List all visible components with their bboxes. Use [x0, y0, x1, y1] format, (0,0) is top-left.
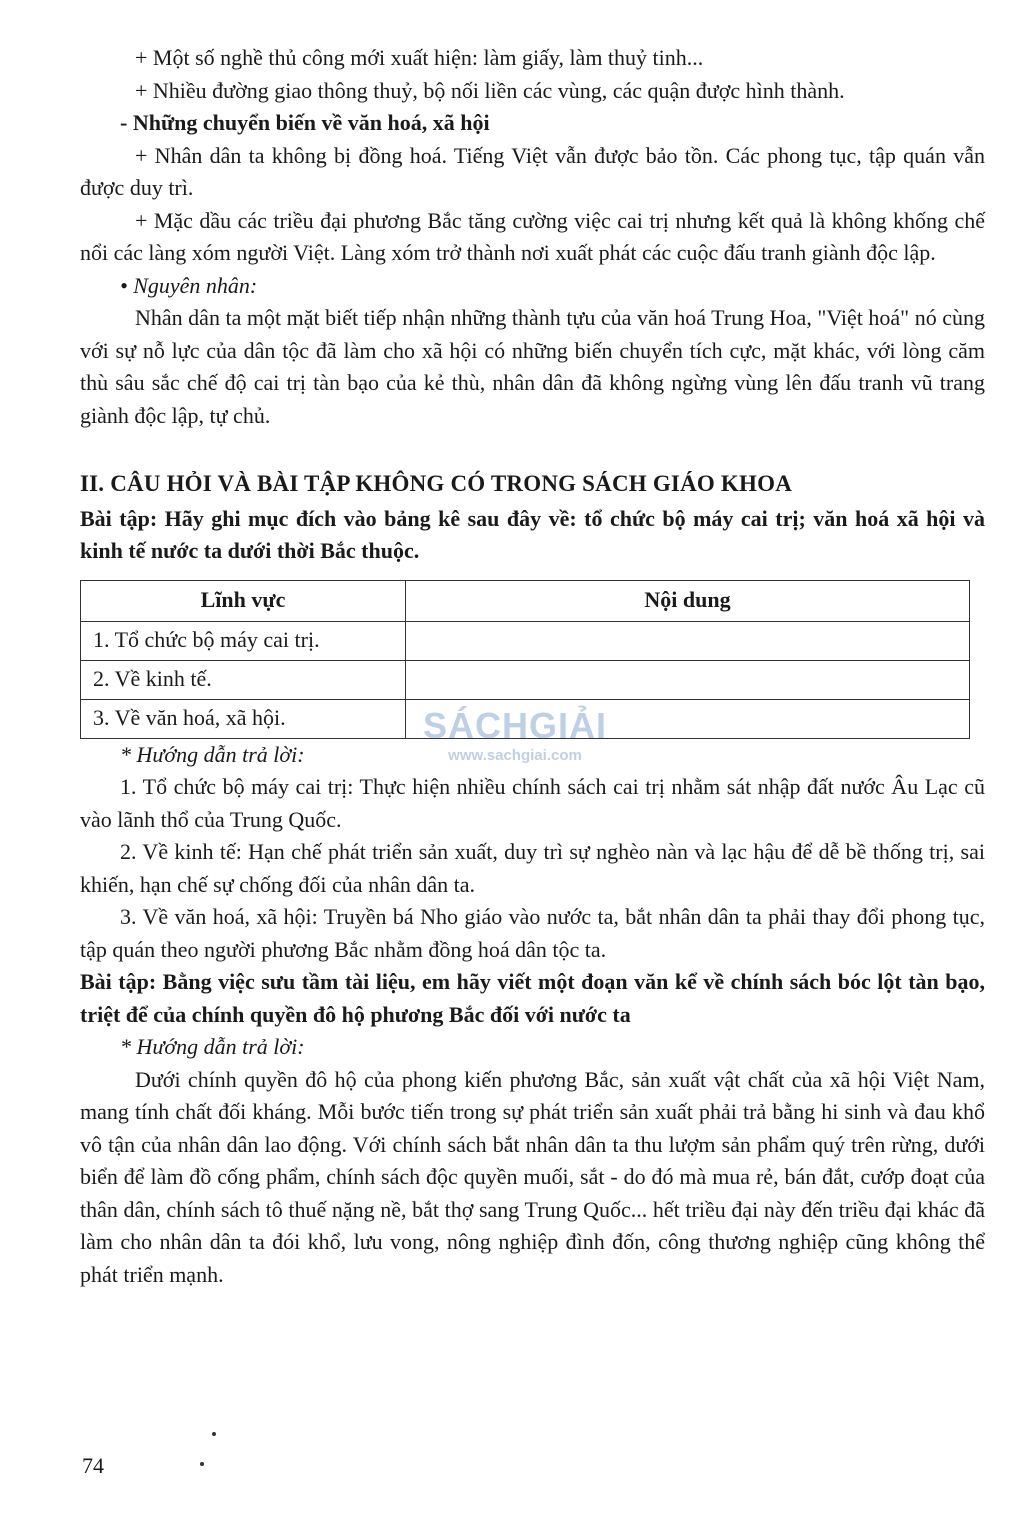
table-cell-content [406, 660, 970, 699]
watermark-url: www.sachgiai.com [448, 747, 582, 764]
table-row [81, 621, 970, 660]
table-header-field: Lĩnh vực [81, 580, 406, 621]
top-line-2: + Nhiều đường giao thông thuỷ, bộ nối liền các vùng, các quận được hình thành. [135, 77, 845, 103]
culture-paragraph-1: + Nhân dân ta không bị đồng hoá. Tiếng Việt vẫn được bảo tồn. Các phong tục, tập quán vẫn được duy trì. [80, 142, 985, 200]
answer-3: 3. Về văn hoá, xã hội: Truyền bá Nho giáo vào nước ta, bắt nhân dân ta phải thay đổi phong tục, tập quán theo người phương Bắc nhằm đồng hoá dân tộc ta. [80, 904, 985, 962]
table-cell-field: 3. Về văn hoá, xã hội. [81, 699, 406, 738]
table-cell-content [406, 621, 970, 660]
section-2-title: II. CÂU HỎI VÀ BÀI TẬP KHÔNG CÓ TRONG SÁCH GIÁO KHOA [80, 471, 793, 496]
scan-speck [212, 1432, 216, 1436]
table-header-content: Nội dung [406, 580, 970, 621]
watermark [410, 706, 620, 766]
culture-paragraph-2: + Mặc dầu các triều đại phương Bắc tăng cường việc cai trị nhưng kết quả là không khống chế nổi các làng xóm người Việt. Làng xóm trở thành nơi xuất phát các cuộc đấu tranh giành độc lập. [80, 207, 985, 265]
guide-label-1: * Hướng dẫn trả lời: [120, 741, 305, 767]
table-header-row [81, 580, 970, 621]
table-cell-field: 2. Về kinh tế. [81, 660, 406, 699]
top-line-1: + Một số nghề thủ công mới xuất hiện: làm giấy, làm thuỷ tinh... [135, 45, 704, 70]
table-row [81, 660, 970, 699]
exercise-1-prompt: Bài tập: Hãy ghi mục đích vào bảng kê sau đây về: tổ chức bộ máy cai trị; văn hoá xã hội và kinh tế nước ta dưới thời Bắc thuộc. [80, 505, 985, 563]
page-number: 74 [82, 1453, 104, 1478]
scan-speck [200, 1462, 204, 1466]
watermark-logo: SÁCHGIẢI [422, 705, 607, 746]
answer-2: 2. Về kinh tế: Hạn chế phát triển sản xuất, duy trì sự nghèo nàn và lạc hậu để dễ bề thống trị, sai khiến, hạn chế sự chống đối của nhân dân ta. [80, 839, 985, 897]
table-cell-field: 1. Tổ chức bộ máy cai trị. [81, 621, 406, 660]
answer-paragraph: Dưới chính quyền đô hộ của phong kiến phương Bắc, sản xuất vật chất của xã hội Việt Nam, mang tính chất đối kháng. Mỗi bước tiến trong sự phát triển sản xuất phải trả bằng hi sinh và đau khổ vô tận của nhân dân lao động. Với chính sách bắt nhân dân ta thu lượm sản phẩm quý trên rừng, dưới biển để làm đồ cống phẩm, chính sách độc quyền muối, sắt - do đó mà mua rẻ, bán đắt, cướp đoạt của thân dân, chính sách tô thuế nặng nề, bắt thợ sang Trung Quốc... hết triều đại này đến triều đại khác đã làm cho nhân dân ta đói khổ, lưu vong, nông nghiệp đình đốn, công thương nghiệp cũng không thể phát triển mạnh. [80, 1066, 985, 1287]
answer-1: 1. Tổ chức bộ máy cai trị: Thực hiện nhiều chính sách cai trị nhằm sát nhập đất nước Âu Lạc cũ vào lãnh thổ của Trung Quốc. [80, 774, 985, 832]
cause-label: • Nguyên nhân: [120, 272, 258, 298]
culture-heading: - Những chuyển biến về văn hoá, xã hội [120, 110, 490, 135]
exercise-2-prompt: Bài tập: Bằng việc sưu tầm tài liệu, em hãy viết một đoạn văn kể về chính sách bóc lột tàn bạo, triệt để của chính quyền đô hộ phương Bắc đối với nước ta [80, 969, 985, 1027]
page-content [80, 42, 985, 1291]
guide-label-2: * Hướng dẫn trả lời: [120, 1034, 305, 1059]
cause-paragraph: Nhân dân ta một mặt biết tiếp nhận những thành tựu của văn hoá Trung Hoa, "Việt hoá" nó cùng với sự nỗ lực của dân tộc đã làm cho xã hội có những biến chuyển tích cực, mặt khác, với lòng căm thù sâu sắc chế độ cai trị tàn bạo của kẻ thù, nhân dân đã không ngừng vùng lên đấu tranh vũ trang giành độc lập, tự chủ. [80, 305, 985, 428]
